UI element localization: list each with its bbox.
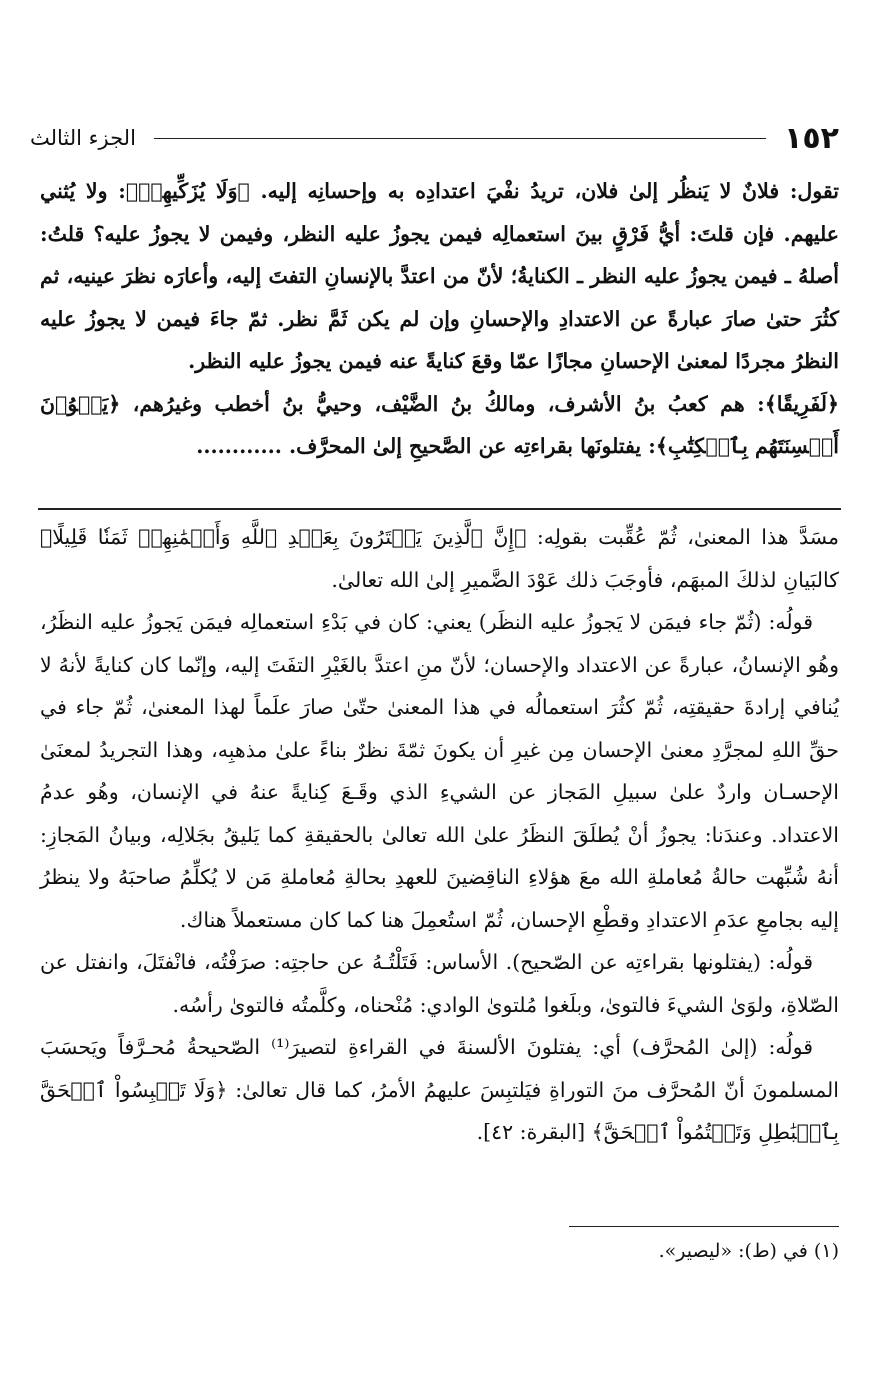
quoted-commentary-text bbox=[40, 170, 839, 468]
header-rule bbox=[154, 138, 766, 139]
page-header bbox=[30, 118, 839, 158]
section-divider bbox=[38, 508, 841, 510]
footnote: (١) في (ط): «ليصير». bbox=[658, 1240, 839, 1262]
gloss-paragraph: قولُه: (إلىٰ المُحرَّف) أي: يفتلونَ الألسنةَ في القراءةِ لتصيرَ⁽¹⁾ الصّحيحةُ مُحـرَّفاً ويَحسَبَ المسلمونَ أنّ المُحرَّف منَ التوراةِ فيَلتبِسَ عليهمُ الأمرُ، كما قال تعالىٰ: ﴿وَلَا تَلۡبِسُواْ ٱلۡحَقَّ بِٱلۡبَٰطِلِ وَتَكۡتُمُواْ ٱلۡحَقَّ﴾ [البقرة: ٤٢]. bbox=[40, 1035, 839, 1144]
gloss-paragraph: قولُه: (يفتلونها بقراءتِه عن الصّحيح). الأساس: فَتَلْتُـهُ عن حاجتِه: صرَفْتُه، فانْفتَلَ، وانفتل عن الصّلاةِ، ولوَىٰ الشيءَ فالتوىٰ، وبلَغوا مُلتوىٰ الوادي: مُنْحناه، وكلَّمتُه فالتوىٰ رأسُه. bbox=[40, 950, 839, 1017]
running-title: الجزء الثالث bbox=[30, 126, 136, 150]
gloss-text bbox=[40, 516, 839, 1154]
footnote-rule bbox=[569, 1226, 839, 1227]
upper-paragraph: ﴿لَفَرِيقًا﴾: هم كعبُ بنُ الأشرف، ومالكُ بنُ الضَّيْف، وحييُّ بنُ أخطب وغيرُهم، ﴿يَلۡوُۥنَ أَلۡسِنَتَهُم بِٱلۡكِتَٰبِ﴾: يفتلونَها بقراءتِه عن الصَّحيحِ إلىٰ المحرَّف. ............ bbox=[40, 391, 839, 458]
page-number: ١٥٢ bbox=[784, 120, 839, 156]
gloss-paragraph: قولُه: (ثُمّ جاء فيمَن لا يَجوزُ عليه النظَر) يعني: كان في بَدْءِ استعمالِه فيمَن يَجوزُ عليه النظَرُ، وهُو الإنسانُ، عبارةً عن الاعتداد والإحسان؛ لأنّ منِ اعتدَّ بالغَيْرِ التفَتَ إليه، وإنّما كان كنايةً لأنهُ لا يُنافي إرادةَ حقيقتِه، ثُمّ كثُرَ استعمالُه في هذا المعنىٰ حتّىٰ صارَ علَماً لهذا المعنىٰ، ثُمّ جاء في حقِّ اللهِ لمجرَّدِ معنىٰ الإحسان مِن غيرِ أن يكونَ ثمّةَ نظرٌ بناءً علىٰ مذهبِه، وهذا التجريدُ لمعنَىٰ الإحسـان واردٌ علىٰ سبيلِ المَجاز عن الشيءِ الذي وقَـعَ كِنايةً عنهُ في الإنسان، وهُو عدمُ الاعتداد. وعندَنا: يجوزُ أنْ يُطلَقَ النظَرُ علىٰ الله تعالىٰ بالحقيقةِ كما يَليقُ بجَلالِه، وبيانُ المَجازِ: أنهُ شُبِّهت حالةُ مُعاملةِ الله معَ هؤلاءِ الناقِضينَ للعهدِ بحالةِ مُعاملةِ مَن لا يُكلِّمُ صاحبَهُ ولا ينظرُ إليه بجامعِ عدَمِ الاعتدادِ وقطْعِ الإحسان، ثُمّ استُعمِلَ هنا كما كان مستعملاً هناك. bbox=[40, 610, 839, 932]
upper-paragraph: تقول: فلانٌ لا يَنظُر إلىٰ فلان، تريدُ نفْيَ اعتدادِه به وإحسانِه إليه. ﴿وَلَا يُزَكِّيهِمۡ﴾: ولا يُثني عليهم. فإن قلتَ: أيُّ فَرْقٍ بينَ استعمالِه فيمن يجوزُ عليه النظر، وفيمن لا يجوزُ عليه؟ قلتُ: أصلهُ ـ فيمن يجوزُ عليه النظر ـ الكنايةُ؛ لأنّ من اعتدَّ بالإنسانِ التفتَ إليه، وأعارَه نظرَ عينيه، ثم كثُرَ حتىٰ صارَ عبارةً عن الاعتدادِ والإحسانِ وإن لم يكن ثَمَّ نظر. ثمّ جاءَ فيمن لا يجوزُ عليه النظرُ مجردًا لمعنىٰ الإحسانِ مجازًا عمّا وقعَ كنايةً عنه فيمن يجوزُ عليه النظر. bbox=[40, 179, 839, 373]
gloss-paragraph: مسَدَّ هذا المعنىٰ، ثُمّ عُقِّبت بقولِه: ﴿إِنَّ ٱلَّذِينَ يَشۡتَرُونَ بِعَهۡدِ ٱللَّهِ وَأَيۡمَٰنِهِمۡ ثَمَنٗا قَلِيلًا﴾ كالبَيانِ لذلكَ المبهَم، فأوجَبَ ذلك عَوْدَ الضَّميرِ إلىٰ الله تعالىٰ. bbox=[40, 525, 839, 592]
